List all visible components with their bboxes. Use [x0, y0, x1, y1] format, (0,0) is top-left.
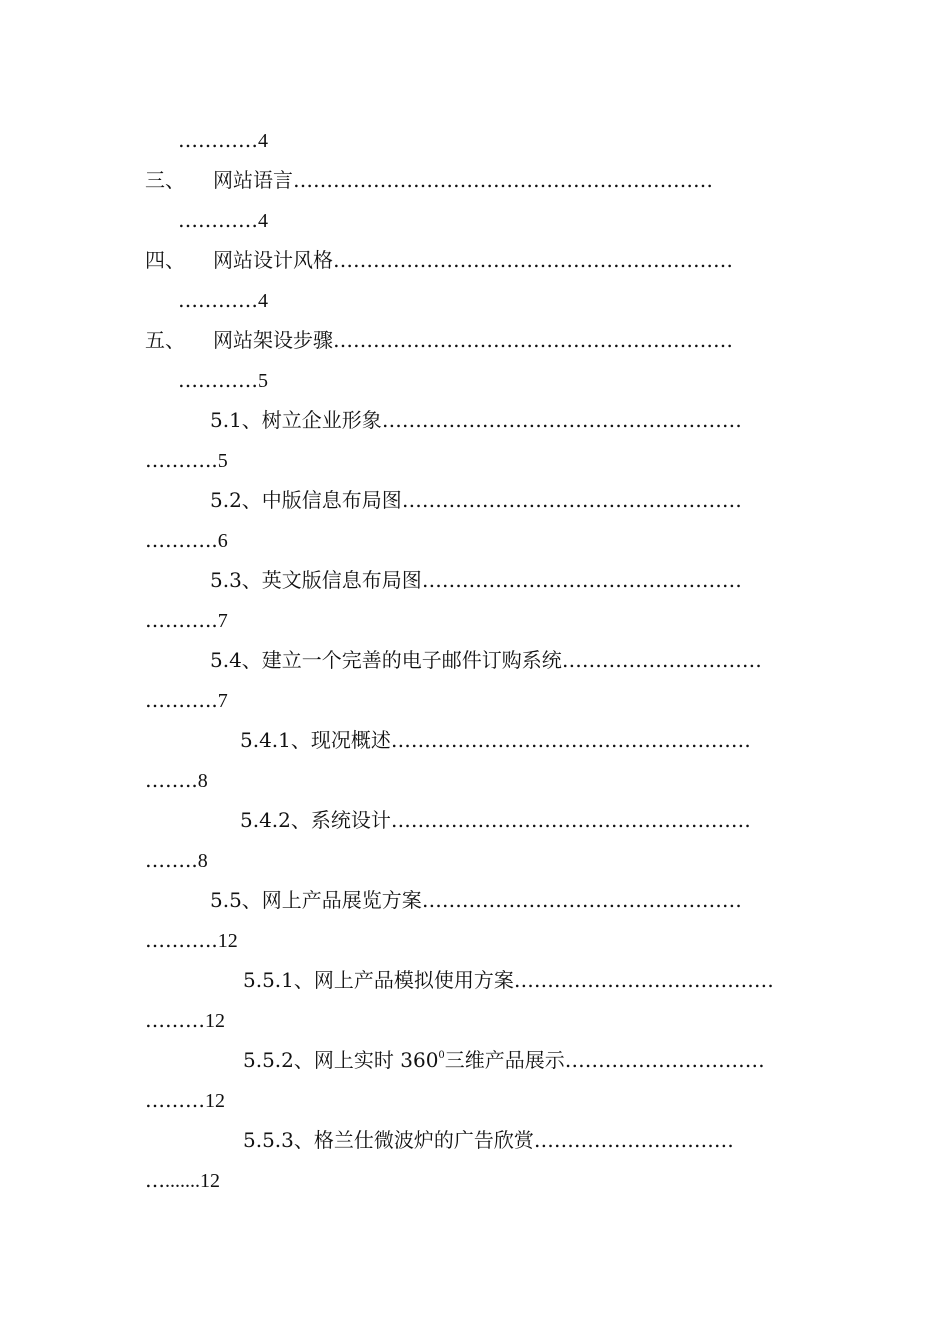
leader-dots: ……………………………………………… [381, 408, 742, 432]
page-number: 5 [217, 450, 228, 472]
toc-continuation-line [178, 367, 268, 393]
entry-title: 5.5.1、网上产品模拟使用方案 [243, 968, 514, 992]
leader-dots: ……………………………………………… [390, 808, 751, 832]
toc-entry-5-3 [210, 567, 742, 593]
entry-title: 网站架设步骤 [213, 328, 333, 352]
toc-continuation-line [178, 207, 268, 233]
page-number: 7 [217, 690, 228, 712]
entry-title: 网站语言 [213, 168, 293, 192]
leader-dots: ……….. [145, 448, 218, 472]
leader-dots: ……………………………………………… [390, 728, 751, 752]
toc-entry-5-5-1 [243, 967, 774, 993]
toc-continuation-line [145, 1087, 225, 1113]
degree-superscript: 0 [438, 1050, 445, 1061]
leader-dots: …………………………………………… [401, 488, 742, 512]
leader-dots: ………… [178, 288, 258, 312]
entry-title: 5.4.2、系统设计 [240, 808, 391, 832]
page-number: 12 [200, 1170, 220, 1192]
toc-entry-design-style [145, 247, 733, 273]
chapter-number: 四、 [145, 248, 185, 272]
page-number: 8 [197, 770, 208, 792]
leader-dots: ………… [178, 208, 258, 232]
entry-title: 5.1、树立企业形象 [210, 408, 382, 432]
toc-continuation-line [145, 767, 208, 793]
entry-title: 网站设计风格 [213, 248, 333, 272]
toc-continuation-line [145, 1167, 220, 1193]
page-number: 12 [205, 1090, 225, 1112]
page-number: 4 [258, 130, 268, 152]
trailing-dots: ....... [165, 1170, 200, 1192]
toc-entry-5-4-1 [240, 727, 751, 753]
leader-dots: ………………………… [533, 1128, 734, 1152]
toc-entry-5-4-2 [240, 807, 751, 833]
toc-entry-5-5-3 [243, 1127, 734, 1153]
entry-title: 5.3、英文版信息布局图 [210, 568, 422, 592]
leader-dots: ………………………… [564, 1048, 765, 1072]
page-number: 5 [258, 370, 268, 392]
leader-dots: …….. [145, 848, 198, 872]
chapter-number: 五、 [145, 328, 185, 352]
toc-entry-5-1 [210, 407, 742, 433]
leader-dots: ……….. [145, 608, 218, 632]
leader-dots: ……….. [145, 528, 218, 552]
leader-dots: ………………………………………… [421, 568, 742, 592]
toc-continuation-line [178, 287, 268, 313]
entry-title: 5.5.3、格兰仕微波炉的广告欣赏 [243, 1128, 534, 1152]
leader-dots: ………………………………………… [421, 888, 742, 912]
entry-title-part: 三维产品展示 [444, 1048, 565, 1072]
leader-dots: ……… [145, 1008, 205, 1032]
page-number: 4 [258, 210, 268, 232]
toc-continuation-line [145, 687, 228, 713]
entry-title: 5.4.1、现况概述 [240, 728, 391, 752]
entry-title-part: 5.5.2、网上实时 360 [243, 1048, 439, 1072]
toc-continuation-line [145, 447, 228, 473]
entry-title: 5.2、中版信息布局图 [210, 488, 402, 512]
toc-entry-5-4 [210, 647, 762, 673]
page-number: 12 [205, 1010, 225, 1032]
toc-continuation-line [145, 847, 208, 873]
chapter-number: 三、 [145, 168, 185, 192]
leader-dots: ………………………………… [513, 968, 774, 992]
leader-dots: ………… [178, 368, 258, 392]
page-number: 6 [217, 530, 228, 552]
page-number: 8 [197, 850, 208, 872]
leader-dots: ……… [145, 1088, 205, 1112]
leader-dots: ……….. [145, 928, 218, 952]
leader-dots: ………… [178, 128, 258, 152]
leader-dots: ……………………………………………………… [293, 168, 713, 192]
leader-dots: ………………………… [561, 648, 762, 672]
page-number: 7 [217, 610, 228, 632]
leader-dots: …………………………………………………… [333, 248, 733, 272]
leader-dots: …….. [145, 768, 198, 792]
toc-continuation-line [145, 1007, 225, 1033]
leader-dots: … [145, 1168, 165, 1192]
toc-entry-language [145, 167, 713, 193]
toc-continuation-line [145, 927, 238, 953]
toc-entry-5-2 [210, 487, 742, 513]
toc-entry-5-5-2 [243, 1047, 765, 1073]
toc-entry-setup-steps [145, 327, 733, 353]
leader-dots: …………………………………………………… [333, 328, 733, 352]
toc-continuation-line [145, 527, 228, 553]
toc-continuation-line [145, 607, 228, 633]
leader-dots: ……….. [145, 688, 218, 712]
toc-entry-5-5 [210, 887, 742, 913]
toc-continuation-line [178, 127, 268, 153]
entry-title: 5.4、建立一个完善的电子邮件订购系统 [210, 648, 562, 672]
entry-title: 5.5、网上产品展览方案 [210, 888, 422, 912]
page-number: 12 [217, 930, 238, 952]
page-number: 4 [258, 290, 268, 312]
